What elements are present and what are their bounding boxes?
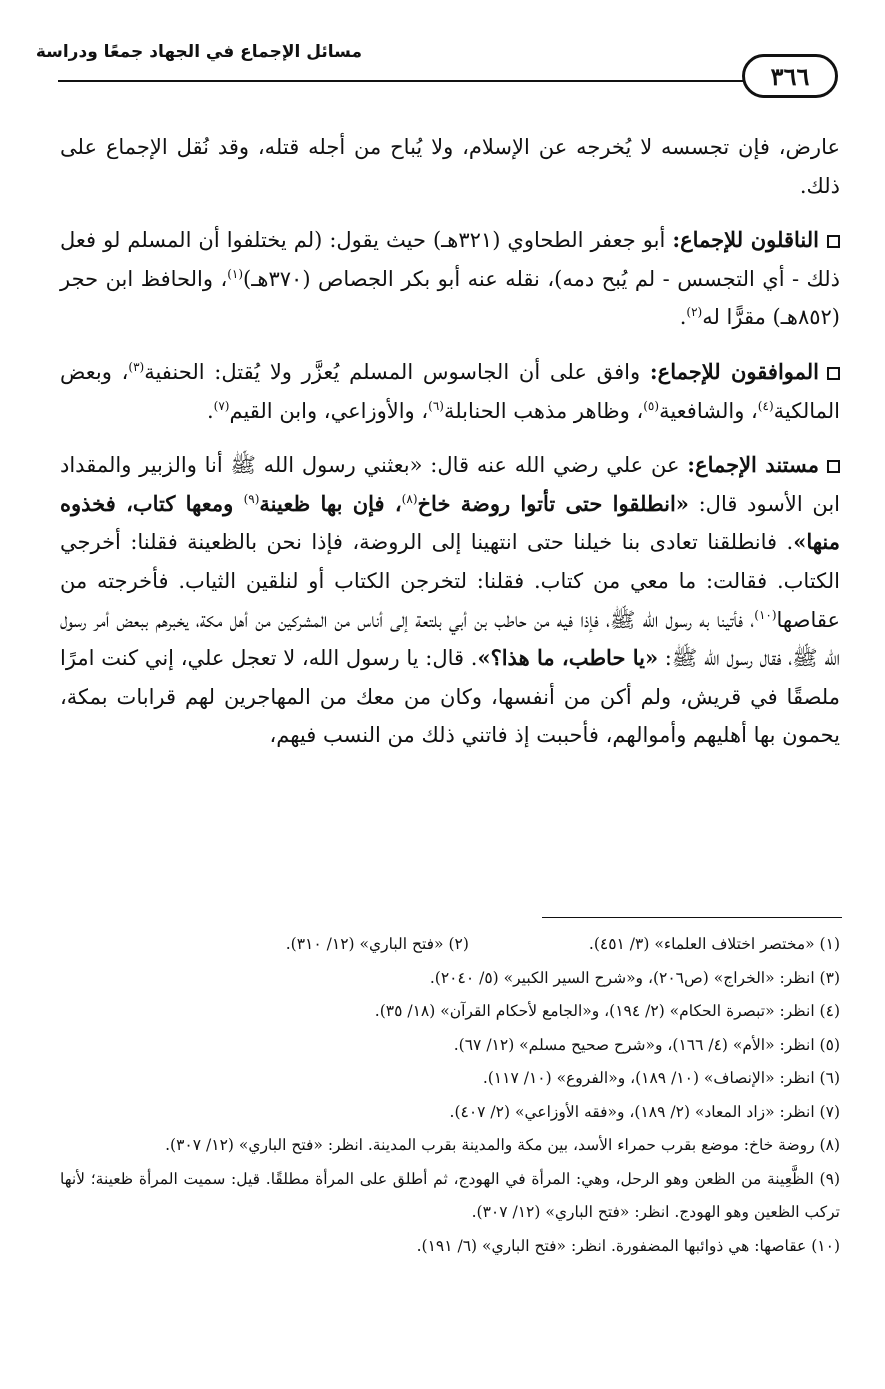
- paragraph-text: وافق على أن الجاسوس المسلم يُعزَّر ولا يُقتل: الحنفية: [144, 359, 650, 384]
- footnote-ref[interactable]: (٣): [128, 359, 145, 374]
- footnote-10: (١٠) عقاصها: هي ذوائبها المضفورة. انظر: «فتح الباري» (٦/ ١٩١).: [416, 1236, 840, 1255]
- paragraph-text: عن علي رضي الله عنه قال: «بعثني رسول الله ﷺ أنا والزبير والمقداد ابن الأسود قال:: [60, 453, 840, 516]
- paragraph-transmitters: [60, 221, 840, 337]
- paragraph-agreeing: [60, 353, 840, 430]
- main-text: [60, 128, 840, 755]
- paragraph-text: . قال: يا رسول الله، لا تعجل علي، إني كنت امرًا ملصقًا في قريش، ولم أكن من أنفسها، وكان من معك من المهاجرين لهم قرابات بمكة، يحمون بها أهليهم وأموالهم، فأحببت إذ فاتني ذلك من النسب فيهم،: [60, 646, 840, 748]
- paragraph-text: أبو جعفر الطحاوي (٣٢١هـ) حيث يقول: (لم يختلفوا أن المسلم لو فعل ذلك - أي التجسس - لم يُبح دمه)، نقله عنه أبو بكر الجصاص (٣٧٠هـ): [60, 228, 840, 291]
- footnote-2: (٢) «فتح الباري» (١٢/ ٣١٠).: [285, 935, 469, 953]
- paragraph-text: ، وبعض المالكية: [60, 359, 840, 423]
- page-number: ٣٦٦: [770, 61, 810, 91]
- footnote-ref[interactable]: (١٠): [754, 607, 777, 622]
- footnote-6: (٦) انظر: «الإنصاف» (١٠/ ١٨٩)، و«الفروع» (١٠/ ١١٧).: [482, 1069, 840, 1087]
- paragraph-text: .: [679, 305, 687, 330]
- section-label: الناقلون للإجماع:: [672, 227, 819, 253]
- hadith-quote: ، فإن بها ظعينة: [259, 490, 402, 516]
- section-label: مستند الإجماع:: [687, 452, 819, 478]
- paragraph-evidence: [60, 446, 840, 755]
- paragraph-text: . فانطلقنا تعادى بنا خيلنا حتى انتهينا إلى الروضة، فإذا نحن بالظعينة فقلنا: أخرجي الكتاب. فقالت: ما معي من كتاب. فقلنا: لتخرجن الكتاب أو لنلقين الثياب. فأخرجته من عقاصها: [60, 530, 840, 632]
- footnote-ref[interactable]: (١): [227, 266, 244, 281]
- section-label: الموافقون للإجماع:: [649, 358, 820, 384]
- footnote-row: [60, 928, 840, 962]
- header-rule: [58, 80, 748, 82]
- square-bullet-icon: [827, 367, 840, 380]
- running-title: مسائل الإجماع في الجهاد جمعًا ودراسة: [35, 42, 362, 62]
- footnote-ref[interactable]: (٩): [243, 491, 260, 506]
- hadith-quote: «انطلقوا حتى تأتوا روضة خاخ: [417, 490, 689, 516]
- hadith-quote: ومعها كتاب، فخذوه منها»: [60, 490, 840, 555]
- footnote-1: (١) «مختصر اختلاف العلماء» (٣/ ٤٥١).: [588, 935, 840, 953]
- paragraph-text: ، والأوزاعي، وابن القيم: [229, 398, 429, 423]
- square-bullet-icon: [827, 460, 840, 473]
- paragraph-text: ، والشافعية: [659, 398, 758, 423]
- footnote-ref[interactable]: (٨): [401, 491, 418, 506]
- footnote-7: (٧) انظر: «زاد المعاد» (٢/ ١٨٩)، و«فقه الأوزاعي» (٢/ ٤٠٧).: [449, 1102, 840, 1121]
- square-bullet-icon: [827, 235, 840, 248]
- paragraph-text: ، فأتينا به رسول الله ﷺ، فإذا فيه من حاطب بن أبي بلتعة إلى أناس من المشركين من أهل مكة، يخبرهم ببعض أمر رسول الله ﷺ، فقال رسول الله ﷺ:: [60, 607, 841, 671]
- paragraph-text: .: [206, 398, 214, 423]
- paragraph-text: ، وظاهر مذهب الحنابلة: [443, 398, 644, 423]
- footnote-5: (٥) انظر: «الأم» (٤/ ١٦٦)، و«شرح صحيح مسلم» (١٢/ ٦٧).: [453, 1035, 840, 1054]
- hadith-quote: «يا حاطب، ما هذا؟»: [477, 645, 659, 671]
- footnote-3: (٣) انظر: «الخراج» (ص٢٠٦)، و«شرح السير الكبير» (٥/ ٢٠٤٠).: [429, 968, 840, 987]
- footnote-4: (٤) انظر: «تبصرة الحكام» (٢/ ١٩٤)، و«الجامع لأحكام القرآن» (١٨/ ٣٥).: [374, 1002, 840, 1020]
- footnote-ref[interactable]: (٥): [643, 398, 660, 413]
- footnote-ref[interactable]: (٦): [428, 398, 444, 413]
- footnotes: [60, 928, 840, 1263]
- page-number-badge: [742, 54, 838, 98]
- paragraph-text: ، والحافظ ابن حجر (٨٥٢هـ) مقرًّا له: [60, 266, 840, 330]
- footnote-9: (٩) الظَّعِينة من الظعن وهو الرحل، وهي: المرأة في الهودج، ثم أطلق على المرأة مطلقًا. قيل: سميت المرأة ظعينة؛ لأنها تركب الظعين وهو الهودج. انظر: «فتح الباري» (١٢/ ٣٠٧).: [60, 1169, 840, 1221]
- footnote-ref[interactable]: (٧): [213, 398, 230, 413]
- footnote-rule: [542, 917, 842, 918]
- footnote-ref[interactable]: (٤): [757, 398, 774, 413]
- intro-paragraph: عارض، فإن تجسسه لا يُخرجه عن الإسلام، ولا يُباح من أجله قتله، وقد نُقل الإجماع على ذلك.: [60, 135, 840, 198]
- footnote-ref[interactable]: (٢): [686, 305, 703, 320]
- footnote-8: (٨) روضة خاخ: موضع بقرب حمراء الأسد، بين مكة والمدينة بقرب المدينة. انظر: «فتح الباري» (١٢/ ٣٠٧).: [165, 1136, 840, 1154]
